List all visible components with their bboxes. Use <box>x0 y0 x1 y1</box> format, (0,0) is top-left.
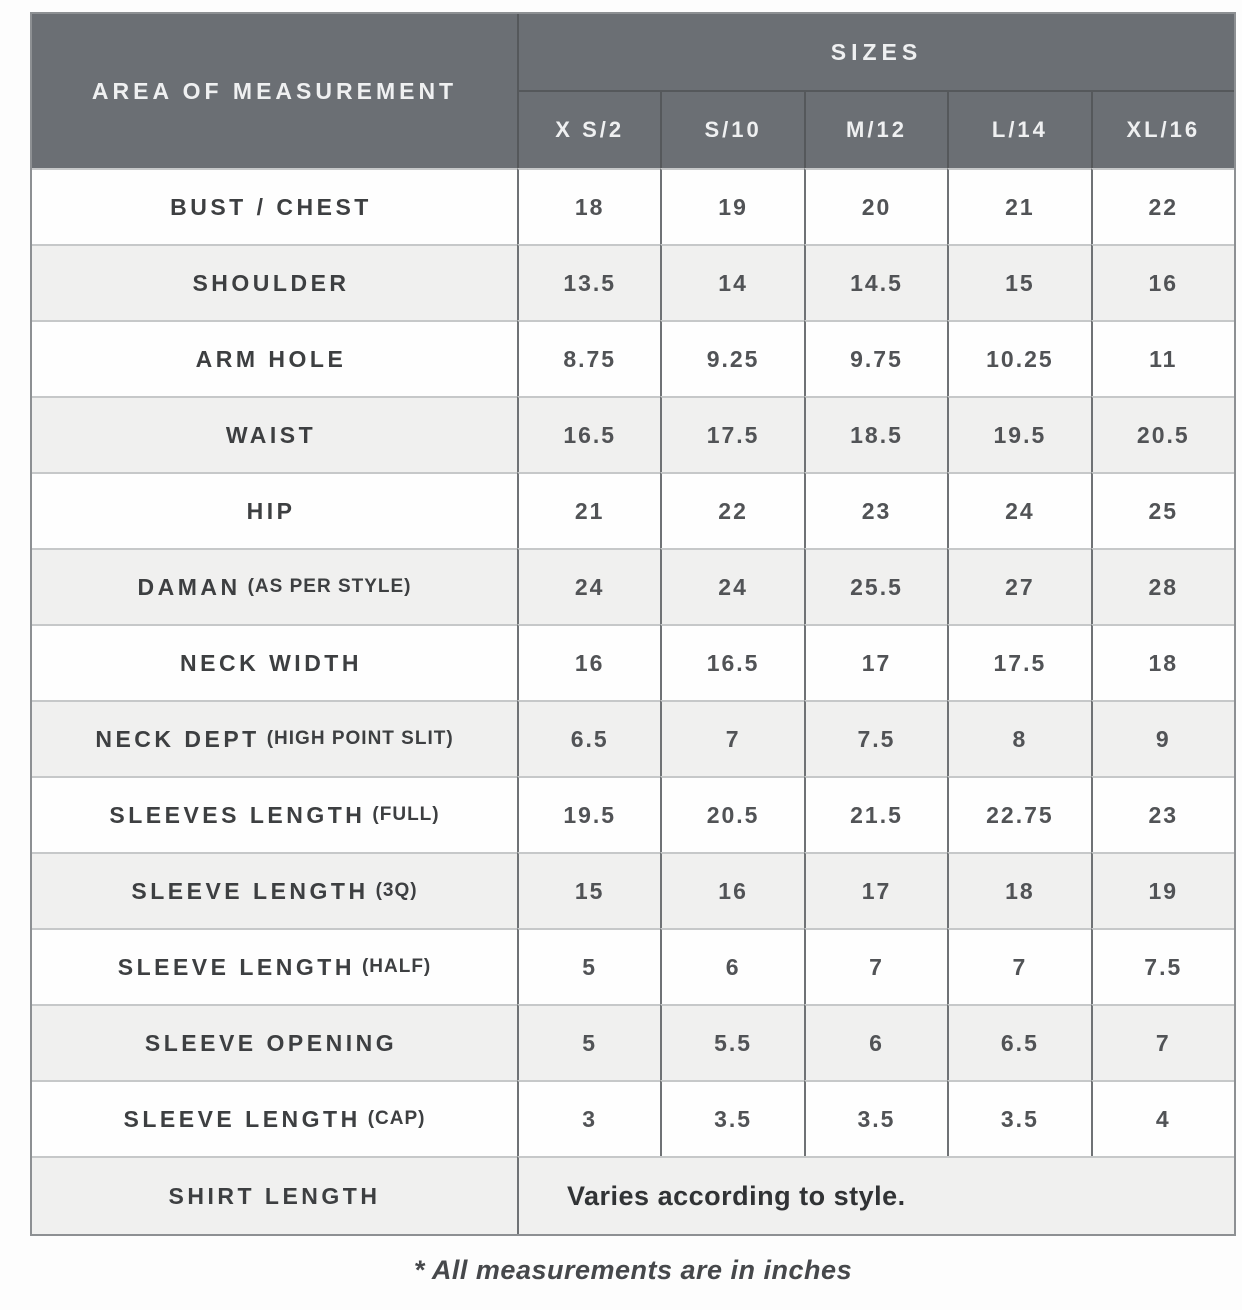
value-cell: 19.5 <box>517 776 660 852</box>
value-cell: 7.5 <box>1091 928 1234 1004</box>
value-cell: 19 <box>660 168 803 244</box>
value-cell: 21.5 <box>804 776 947 852</box>
value-cell: 24 <box>947 472 1090 548</box>
row-label-suffix: (HIGH POINT SLIT) <box>266 728 454 749</box>
row-label <box>32 320 517 396</box>
value-cell: 17 <box>804 624 947 700</box>
value-cell: 13.5 <box>517 244 660 320</box>
value-cell: 22 <box>1091 168 1234 244</box>
value-cell: 5.5 <box>660 1004 803 1080</box>
value-cell: 3 <box>517 1080 660 1156</box>
row-label-text: DAMAN <box>137 573 241 600</box>
value-cell: 9.75 <box>804 320 947 396</box>
value-cell: 7 <box>660 700 803 776</box>
value-cell: 5 <box>517 928 660 1004</box>
row-label-text: ARM HOLE <box>195 345 347 372</box>
value-cell: 5 <box>517 1004 660 1080</box>
value-cell: 18 <box>517 168 660 244</box>
row-label <box>32 776 517 852</box>
value-cell: 23 <box>804 472 947 548</box>
value-cell: 20 <box>804 168 947 244</box>
sizes-header: SIZES <box>517 14 1234 92</box>
row-label-text: BUST / CHEST <box>170 193 372 220</box>
row-label-text: SHOULDER <box>192 269 350 296</box>
value-cell: 7 <box>1091 1004 1234 1080</box>
shirt-length-value: Varies according to style. <box>517 1156 1234 1234</box>
value-cell: 9 <box>1091 700 1234 776</box>
row-label <box>32 852 517 928</box>
value-cell: 18.5 <box>804 396 947 472</box>
value-cell: 6 <box>804 1004 947 1080</box>
value-cell: 18 <box>947 852 1090 928</box>
value-cell: 3.5 <box>804 1080 947 1156</box>
value-cell: 17.5 <box>660 396 803 472</box>
area-of-measurement-header: AREA OF MEASUREMENT <box>32 14 517 168</box>
value-cell: 4 <box>1091 1080 1234 1156</box>
row-label <box>32 396 517 472</box>
value-cell: 6 <box>660 928 803 1004</box>
row-label-suffix: (FULL) <box>372 804 440 825</box>
size-column-header: M/12 <box>804 92 947 168</box>
value-cell: 28 <box>1091 548 1234 624</box>
value-cell: 6.5 <box>517 700 660 776</box>
value-cell: 9.25 <box>660 320 803 396</box>
value-cell: 21 <box>947 168 1090 244</box>
value-cell: 18 <box>1091 624 1234 700</box>
value-cell: 22.75 <box>947 776 1090 852</box>
row-label <box>32 928 517 1004</box>
size-column-header: X S/2 <box>517 92 660 168</box>
row-label-suffix: (HALF) <box>361 956 432 977</box>
value-cell: 15 <box>517 852 660 928</box>
size-column-header: XL/16 <box>1091 92 1234 168</box>
value-cell: 20.5 <box>660 776 803 852</box>
value-cell: 8 <box>947 700 1090 776</box>
value-cell: 8.75 <box>517 320 660 396</box>
row-label-shirt-length: SHIRT LENGTH <box>32 1156 517 1234</box>
value-cell: 22 <box>660 472 803 548</box>
row-label <box>32 1080 517 1156</box>
value-cell: 7 <box>804 928 947 1004</box>
value-cell: 6.5 <box>947 1004 1090 1080</box>
row-label <box>32 548 517 624</box>
value-cell: 17.5 <box>947 624 1090 700</box>
row-label <box>32 700 517 776</box>
row-label-text: SLEEVE LENGTH <box>123 1105 361 1132</box>
row-label <box>32 168 517 244</box>
value-cell: 16.5 <box>517 396 660 472</box>
row-label-suffix: (AS PER STYLE) <box>247 576 412 597</box>
value-cell: 3.5 <box>660 1080 803 1156</box>
row-label-text: HIP <box>246 497 296 524</box>
value-cell: 16.5 <box>660 624 803 700</box>
row-label-text: NECK DEPT <box>95 725 260 752</box>
measurements-footnote: * All measurements are in inches <box>413 1255 853 1285</box>
value-cell: 27 <box>947 548 1090 624</box>
value-cell: 16 <box>1091 244 1234 320</box>
value-cell: 10.25 <box>947 320 1090 396</box>
value-cell: 16 <box>517 624 660 700</box>
row-label-text: NECK WIDTH <box>180 649 362 676</box>
value-cell: 25.5 <box>804 548 947 624</box>
row-label-text: SLEEVE LENGTH <box>131 877 369 904</box>
size-column-header: L/14 <box>947 92 1090 168</box>
value-cell: 23 <box>1091 776 1234 852</box>
value-cell: 24 <box>517 548 660 624</box>
value-cell: 7 <box>947 928 1090 1004</box>
row-label <box>32 472 517 548</box>
value-cell: 17 <box>804 852 947 928</box>
value-cell: 11 <box>1091 320 1234 396</box>
value-cell: 21 <box>517 472 660 548</box>
row-label-suffix: (CAP) <box>367 1108 426 1129</box>
row-label <box>32 244 517 320</box>
value-cell: 19.5 <box>947 396 1090 472</box>
value-cell: 7.5 <box>804 700 947 776</box>
size-column-header: S/10 <box>660 92 803 168</box>
row-label-text: SLEEVE LENGTH <box>117 953 355 980</box>
row-label <box>32 624 517 700</box>
value-cell: 20.5 <box>1091 396 1234 472</box>
value-cell: 3.5 <box>947 1080 1090 1156</box>
row-label <box>32 1004 517 1080</box>
size-chart-table <box>30 12 1236 1236</box>
value-cell: 16 <box>660 852 803 928</box>
row-label-text: WAIST <box>225 421 317 448</box>
value-cell: 25 <box>1091 472 1234 548</box>
value-cell: 14 <box>660 244 803 320</box>
row-label-text: SLEEVE OPENING <box>144 1029 398 1056</box>
value-cell: 14.5 <box>804 244 947 320</box>
row-label-text: SLEEVES LENGTH <box>109 801 366 828</box>
value-cell: 15 <box>947 244 1090 320</box>
value-cell: 24 <box>660 548 803 624</box>
row-label-suffix: (3Q) <box>375 880 418 901</box>
value-cell: 19 <box>1091 852 1234 928</box>
